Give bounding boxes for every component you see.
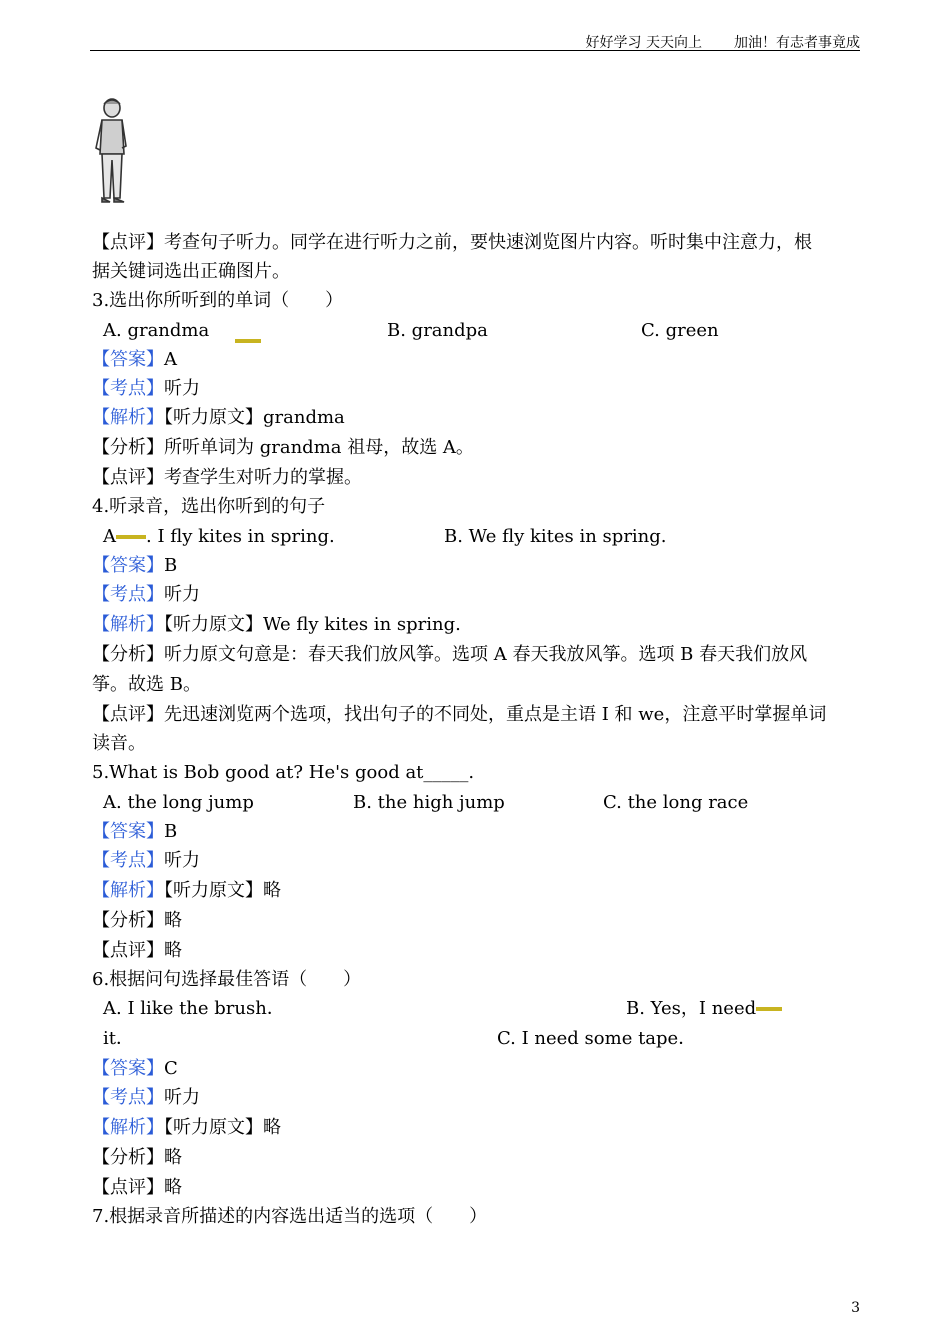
q4-pingjia: 【点评】先迅速浏览两个选项，找出句子的不同处，重点是主语 I 和 we，注意平时掌握单词 — [92, 704, 827, 725]
q3-option-c: C. green — [641, 320, 719, 341]
q6-jiexi: 【解析】【听力原文】略 — [92, 1117, 281, 1138]
q6-kaodian: 【考点】听力 — [92, 1087, 200, 1108]
q4-kaodian: 【考点】听力 — [92, 584, 200, 605]
header-motto-left: 好好学习 天天向上 — [585, 35, 702, 51]
marker-icon — [116, 535, 146, 539]
q6-option-b: B. Yes，I need — [626, 998, 782, 1020]
q4-jiexi: 【解析】【听力原文】We fly kites in spring. — [92, 614, 461, 635]
q4-fenxi: 【分析】听力原文句意是：春天我们放风筝。选项 A 春天我放风筝。选项 B 春天我们放风 — [92, 644, 808, 665]
q5-kaodian: 【考点】听力 — [92, 850, 200, 871]
q3-option-a: A. grandma — [103, 320, 210, 341]
q4-option-a: A . I fly kites in spring. — [103, 526, 335, 547]
header-motto-right: 加油！有志者事竟成 — [734, 35, 860, 51]
marker-icon — [235, 339, 261, 343]
highlight-mark — [235, 330, 261, 352]
q2-comment: 【点评】考查句子听力。同学在进行听力之前，要快速浏览图片内容。听时集中注意力，根 — [92, 232, 812, 253]
q2-comment-cont: 据关键词选出正确图片。 — [92, 261, 290, 282]
q4-fenxi-cont: 筝。故选 B。 — [92, 674, 201, 695]
q3-pingjia: 【点评】考查学生对听力的掌握。 — [92, 467, 362, 488]
q6-option-b-cont: it． — [103, 1028, 134, 1049]
q6-pingjia: 【点评】略 — [92, 1177, 182, 1198]
q4-option-b: B. We fly kites in spring. — [444, 526, 667, 547]
q6-title: 6.根据问句选择最佳答语（ ） — [92, 969, 362, 990]
q5-pingjia: 【点评】略 — [92, 940, 182, 961]
q5-fenxi: 【分析】略 — [92, 910, 182, 931]
page-number: 3 — [851, 1300, 860, 1316]
q3-kaodian: 【考点】听力 — [92, 378, 200, 399]
q5-jiexi: 【解析】【听力原文】略 — [92, 880, 281, 901]
q5-title: 5.What is Bob good at? He's good at_____. — [92, 762, 475, 783]
q7-title: 7.根据录音所描述的内容选出适当的选项（ ） — [92, 1206, 488, 1227]
q6-option-c: C. I need some tape． — [497, 1028, 697, 1049]
q6-answer: 【答案】C — [92, 1058, 178, 1079]
q4-pingjia-cont: 读音。 — [92, 733, 146, 754]
q3-fenxi: 【分析】所听单词为 grandma 祖母，故选 A。 — [92, 437, 474, 458]
q3-answer: 【答案】A — [92, 349, 177, 370]
q3-title: 3.选出你所听到的单词（ ） — [92, 290, 344, 311]
q5-option-c: C. the long race — [603, 792, 749, 813]
q6-option-a: A. I like the brush． — [103, 998, 285, 1019]
q5-option-a: A. the long jump — [103, 792, 254, 813]
q3-option-b: B. grandpa — [387, 320, 488, 341]
page-header — [90, 30, 860, 51]
marker-icon — [756, 1007, 782, 1011]
q3-jiexi: 【解析】【听力原文】grandma — [92, 407, 345, 428]
q6-fenxi: 【分析】略 — [92, 1147, 182, 1168]
q5-option-b: B. the high jump — [353, 792, 505, 813]
q4-answer: 【答案】B — [92, 555, 178, 576]
q5-answer: 【答案】B — [92, 821, 178, 842]
q4-title: 4.听录音，选出你听到的句子 — [92, 496, 326, 517]
boy-illustration — [88, 98, 134, 208]
